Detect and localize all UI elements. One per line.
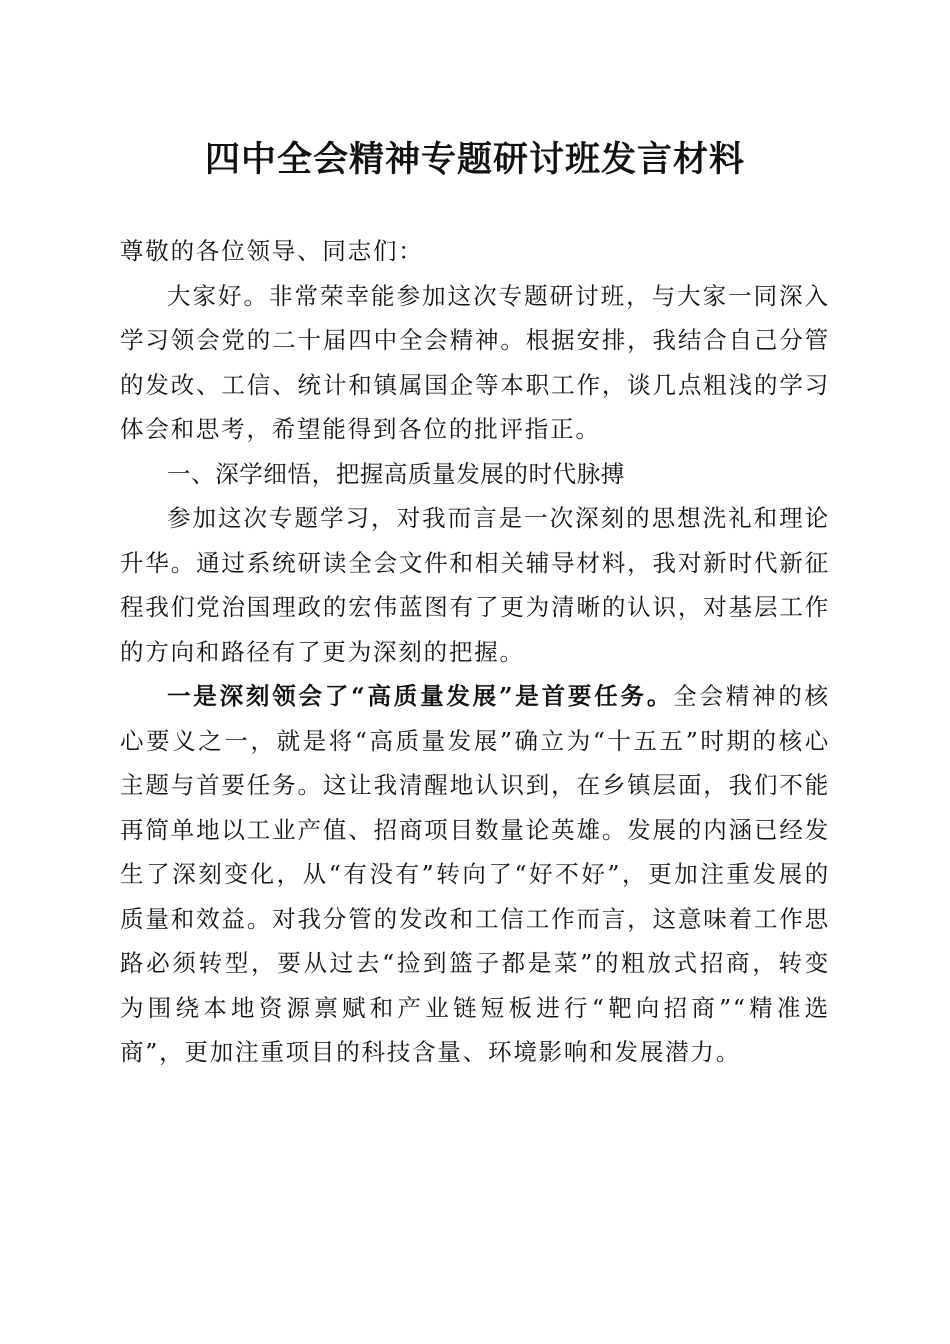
point-text: 全会精神的核心要义之一，就是将“高质量发展”确立为“十五五”时期的核心主题与首要任务。这让我清醒地认识到，在乡镇层面，我们不能再简单地以工业产值、招商项目数量论英雄。发展的内涵已经发生了深刻变化，从“有没有”转向了“好不好”，更加注重发展的质量和效益。对我分管的发改和工信工作而言，这意味着工作思路必须转型，要从过去“捡到篮子都是菜”的粗放式招商，转变为围绕本地资源禀赋和产业链短板进行“靶向招商”“精准选商”，更加注重项目的科技含量、环境影响和发展潜力。 bbox=[120, 682, 830, 1066]
section-heading: 一、深学细悟，把握高质量发展的时代脉搏 bbox=[167, 459, 625, 488]
intro-paragraph: 大家好。非常荣幸能参加这次专题研讨班，与大家一同深入学习领会党的二十届四中全会精神。根据安排，我结合自己分管的发改、工信、统计和镇属国企等本职工作，谈几点粗浅的学习体会和思考，希望能得到各位的批评指正。 bbox=[120, 281, 830, 443]
document-title: 四中全会精神专题研讨班发言材料 bbox=[204, 139, 745, 180]
salutation: 尊敬的各位领导、同志们： bbox=[120, 237, 424, 265]
document-body bbox=[120, 229, 830, 1075]
point-paragraph bbox=[120, 674, 830, 1075]
section-paragraph: 参加这次专题学习，对我而言是一次深刻的思想洗礼和理论升华。通过系统研读全会文件和相关辅导材料，我对新时代新征程我们党治国理政的宏伟蓝图有了更为清晰的认识，对基层工作的方向和路径有了更为深刻的把握。 bbox=[120, 504, 830, 666]
point-lead: 一是深刻领会了“高质量发展”是首要任务。 bbox=[167, 682, 674, 710]
